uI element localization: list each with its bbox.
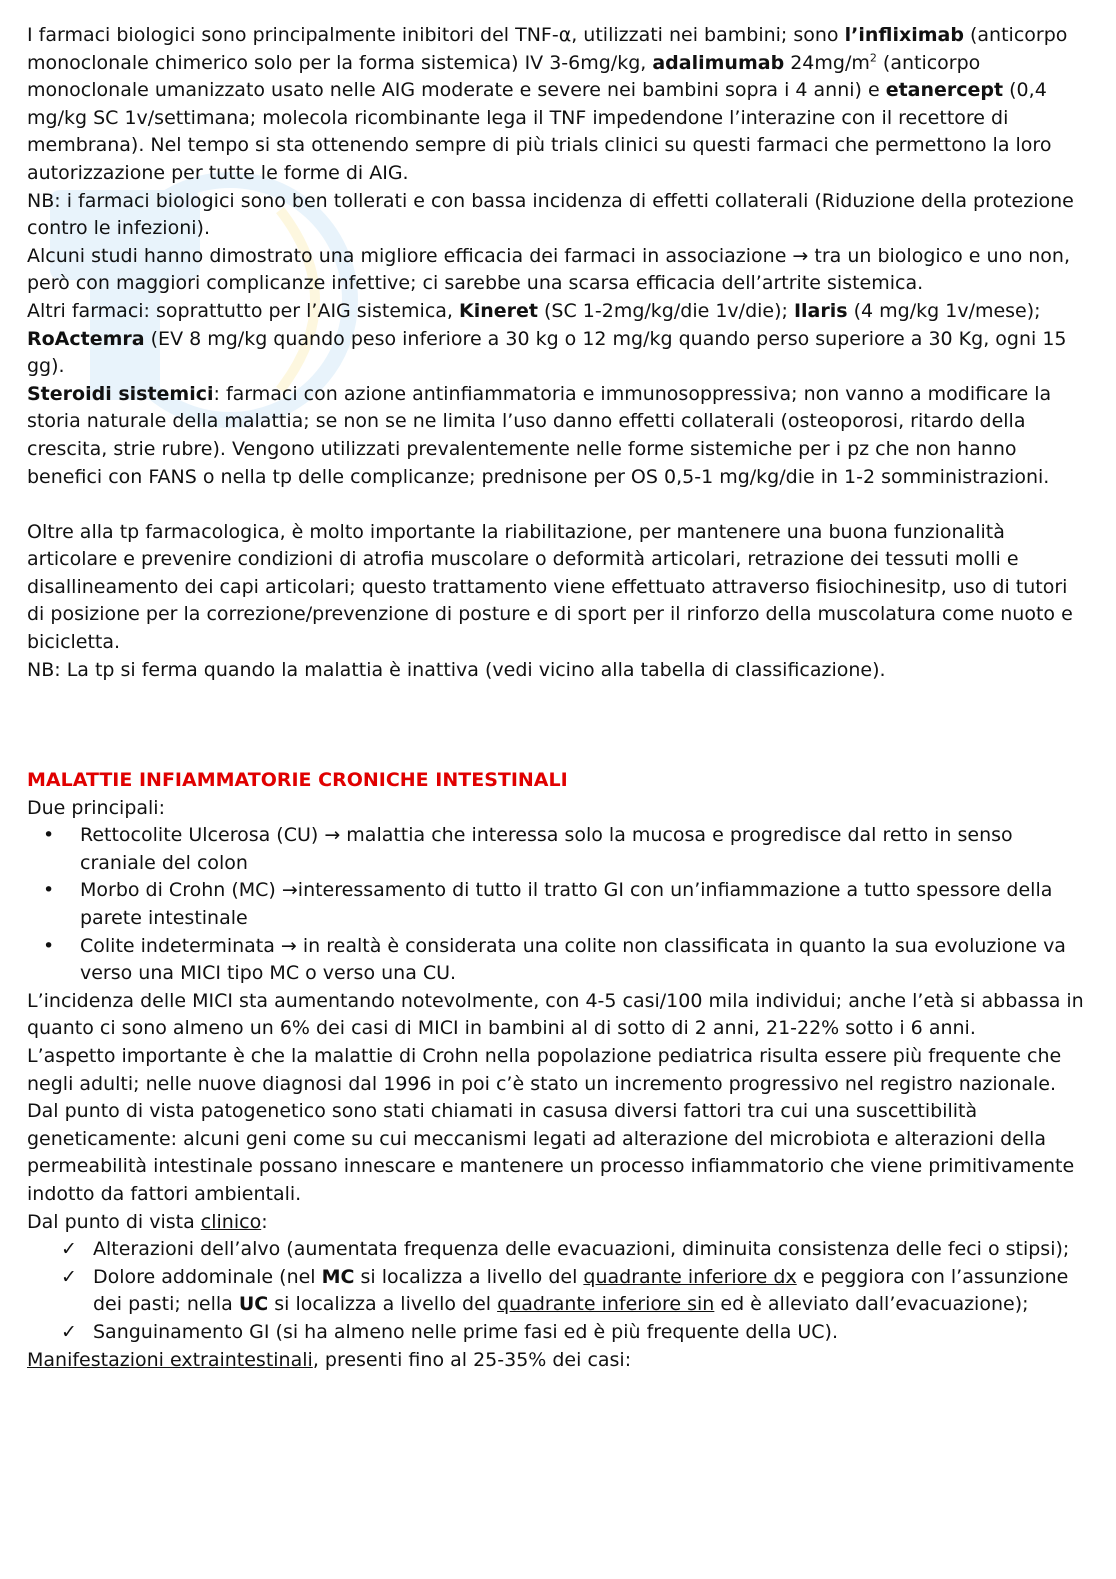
paragraph-biologics: I farmaci biologici sono principalmente inibitori del TNF-α, utilizzati nei bambini; sono l’infliximab (anticorpo monoclonale chimerico solo per la forma sistemica) IV 3-6mg/kg, adalimumab $24mg/m^2$ (anticorpo monoclonale umanizzato usato nelle AIG moderate e severe nei bambini sopra i 4 anni) e etanercept (0,4 mg/kg SC 1v/settimana; molecola ricombinante lega il TNF impedendone l’interazine con il recettore di membrana). Nel tempo si sta ottenendo sempre di più trials clinici su questi farmaci che permettono la loro autorizzazione per tutte le forme di AIG. [27,24,1068,184]
list-item: • Morbo di Crohn (MC) →interessamento di tutto il tratto GI con un’infiammazione a tutto spessore della parete intestinale [27,877,1089,932]
paragraph-crohn-pediatric: L’aspetto importante è che la malattie di Crohn nella popolazione pediatrica risulta essere più frequente che negli adulti; nelle nuove diagnosi dal 1996 in poi c’è stato un incremento progressivo nel registro nazionale. [27,1044,1062,1095]
paragraph-incidence: L’incidenza delle MICI sta aumentando notevolmente, con 4-5 casi/100 mila individui; anche l’età si abbassa in quanto ci sono almeno un 6% dei casi di MICI in bambini al di sotto di 2 anni, 21-22% sotto i 6 anni. [27,989,1084,1040]
check-icon: ✓ [61,1238,77,1261]
paragraph-nb-biologics: NB: i farmaci biologici sono ben tollerati e con bassa incidenza di effetti collaterali (Riduzione della protezione contro le infezioni). [27,189,1074,240]
paragraph-pathogenesis: Dal punto di vista patogenetico sono stati chiamati in casusa diversi fattori tra cui una suscettibilità geneticamente: alcuni geni come su cui meccanismi legati ad alterazione del microbiota e alterazioni della permeabilità intestinale possano innescare e mantenere un processo infiammatorio che viene primitivamente indotto da fattori ambientali. [27,1100,1075,1205]
drug-ilaris: Ilaris [793,299,848,322]
check-icon: ✓ [61,1265,77,1288]
paragraph-association: Alcuni studi hanno dimostrato una migliore efficacia dei farmaci in associazione → tra un biologico e uno non, però con maggiori complicanze infettive; ci sarebbe una scarsa efficacia dell’artrite sistemica. [27,244,1070,295]
clinical-underlined: clinico [200,1210,262,1233]
list-item: ✓ Alterazioni dell’alvo (aumentata frequenza delle evacuazioni, diminuita consistenza delle feci o stipsi); [27,1236,1089,1264]
document-page [27,22,1089,1374]
list-item: ✓ Dolore addominale (nel MC si localizza a livello del quadrante inferiore dx e peggiora con l’assunzione dei pasti; nella UC si localizza a livello del quadrante inferiore sin ed è alleviato dall’evacuazione); [61,1265,1069,1316]
drug-kineret: Kineret [458,299,538,322]
extraintestinal-underlined: Manifestazioni extraintestinali [27,1348,313,1371]
paragraph-other-drugs: Altri farmaci: soprattutto per l’AIG sistemica, Kineret (SC 1-2mg/kg/die 1v/die); Ilaris (4 mg/kg 1v/mese); RoActemra (EV 8 mg/kg quando peso inferiore a 30 kg o 12 mg/kg quando perso superiore a 30 Kg, ogni 15 gg). [27,299,1067,378]
drug-roactemra: RoActemra [27,327,145,350]
paragraph-nb-therapy-stop: NB: La tp si ferma quando la malattia è inattiva (vedi vicino alla tabella di classificazione). [27,658,886,681]
paragraph-steroids: Steroidi sistemici: farmaci con azione antinfiammatoria e immunosoppressiva; non vanno a modificare la storia naturale della malattia; se non se ne limita l’uso danno effetti collaterali (osteoporosi, ritardo della crescita, strie rubre). Vengono utilizzati prevalentemente nelle forme sistemiche per i pz che non hanno benefici con FANS o nella tp delle complicanze; prednisone per OS 0,5-1 mg/kg/die in 1-2 somministrazioni. [27,382,1052,488]
paragraph-clinical: Dal punto di vista clinico: [27,1210,268,1233]
paragraph-extraintestinal: Manifestazioni extraintestinali, presenti fino al 25-35% dei casi: [27,1348,632,1371]
list-item: • Rettocolite Ulcerosa (CU) → malattia che interessa solo la mucosa e progredisce dal retto in senso craniale del colon [27,822,1089,877]
bullet-list [27,822,1089,988]
check-list [27,1236,1089,1346]
drug-adalimumab: adalimumab [652,51,785,74]
paragraph-rehabilitation: Oltre alla tp farmacologica, è molto importante la riabilitazione, per mantenere una buona funzionalità articolare e prevenire condizioni di atrofia muscolare o deformità articolari, retrazione dei tessuti molli e disallineamento dei capi articolari; questo trattamento viene effettuato attraverso fisiochinesitp, uso di tutori di posizione per la correzione/prevenzione di posture e di sport per il rinforzo della muscolatura come nuoto e bicicletta. [27,520,1073,654]
section-title: MALATTIE INFIAMMATORIE CRONICHE INTESTINALI [27,769,568,792]
paragraph-intro: Due principali: [27,796,165,819]
list-item: ✓ Sanguinamento GI (si ha almeno nelle prime fasi ed è più frequente della UC). [27,1319,1089,1347]
list-item: • Colite indeterminata → in realtà è considerata una colite non classificata in quanto la sua evoluzione va verso una MICI tipo MC o verso una CU. [27,933,1089,988]
steroids-label: Steroidi sistemici [27,382,214,405]
drug-etanercept: etanercept [885,79,1004,102]
drug-infliximab: l’infliximab [844,24,964,46]
check-icon: ✓ [61,1320,77,1343]
